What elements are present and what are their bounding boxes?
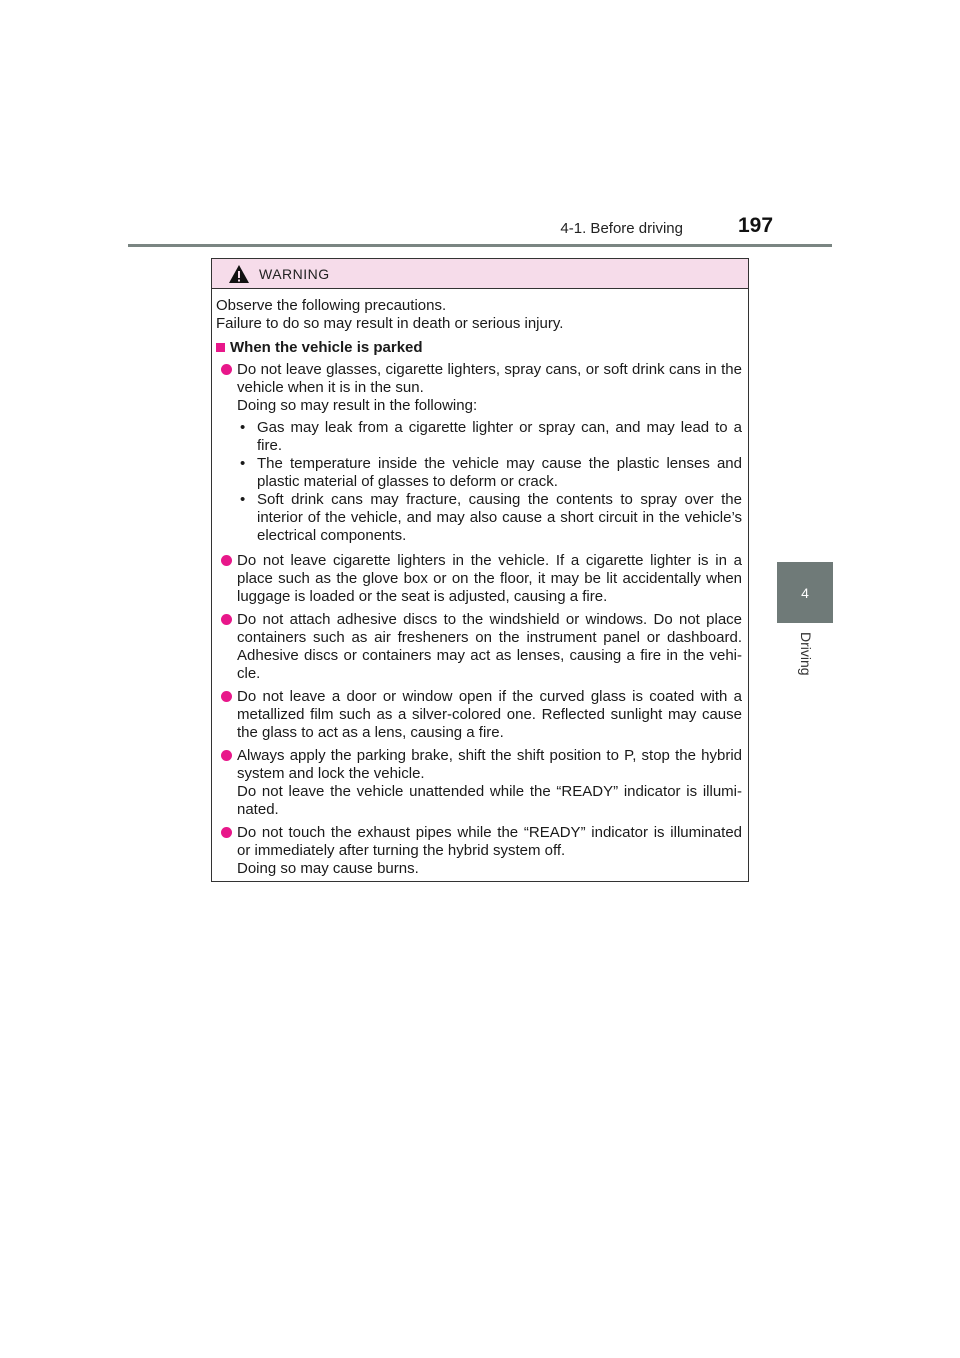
- warning-triangle-icon: [228, 264, 250, 284]
- square-bullet-icon: [216, 343, 225, 352]
- bullet-paragraph: Do not leave cigarette lighters in the vehicle. If a cigarette lighter is in a place such as the glove box or on the floor, it may be lit accidentally when luggage is loaded or the seat is adjusted, causing a fire.: [237, 552, 742, 605]
- warning-title: WARNING: [259, 265, 330, 282]
- page-number: 197: [738, 214, 774, 237]
- bullet-paragraph: Doing so may cause burns.: [237, 860, 419, 877]
- chapter-tab[interactable]: [777, 562, 833, 623]
- subheading-text: When the vehicle is parked: [230, 339, 423, 356]
- subheading: [216, 339, 742, 357]
- intro-line: Failure to do so may result in death or serious injury.: [216, 315, 564, 332]
- sub-list-item: • Gas may leak from a cigarette lighter or spray can, and may lead to a fire.: [237, 419, 742, 455]
- circle-bullet-icon: [221, 364, 232, 375]
- bullet-paragraph: Always apply the parking brake, shift the shift position to P, stop the hybrid system and lock the vehicle.: [237, 747, 742, 782]
- list-item: [216, 361, 742, 547]
- list-item: [216, 747, 742, 819]
- circle-bullet-icon: [221, 691, 232, 702]
- intro-line: Observe the following precautions.: [216, 297, 447, 314]
- list-item: [216, 824, 742, 878]
- warning-header: [212, 259, 748, 289]
- section-title: 4-1. Before driving: [560, 220, 683, 237]
- sub-list-item: • The temperature inside the vehicle may cause the plastic lenses and plastic material of glasses to deform or crack.: [237, 455, 742, 491]
- circle-bullet-icon: [221, 827, 232, 838]
- list-item: [216, 688, 742, 742]
- chapter-label: Driving: [798, 632, 814, 676]
- sub-list-item: • Soft drink cans may fracture, causing the contents to spray over the interior of the vehicle, and may also cause a short circuit in the vehicle’s electrical components.: [237, 491, 742, 545]
- header-divider: [128, 244, 832, 247]
- chapter-number: 4: [801, 584, 809, 601]
- warning-intro: [216, 297, 742, 333]
- bullet-paragraph: Do not leave glasses, cigarette lighters, spray cans, or soft drink cans in the vehicle when it is in the sun.: [237, 361, 742, 396]
- circle-bullet-icon: [221, 750, 232, 761]
- chapter-label-wrap: [776, 632, 836, 676]
- bullet-paragraph: Do not attach adhesive discs to the windshield or windows. Do not place containers such as air fresheners on the instrument panel or dashboard. Adhesive discs or containers may act as lenses, causing a fire in the vehi-cle.: [237, 611, 742, 682]
- warning-body: [212, 289, 748, 878]
- circle-bullet-icon: [221, 555, 232, 566]
- bullet-paragraph: Do not leave the vehicle unattended while the “READY” indicator is illumi-nated.: [237, 783, 742, 818]
- list-item: [216, 552, 742, 606]
- bullet-paragraph: Do not touch the exhaust pipes while the “READY” indicator is illuminated or immediately after turning the hybrid system off.: [237, 824, 742, 859]
- list-item: [216, 611, 742, 683]
- circle-bullet-icon: [221, 614, 232, 625]
- warning-box: [211, 258, 749, 882]
- sub-list: [237, 419, 742, 545]
- bullet-paragraph: Do not leave a door or window open if the curved glass is coated with a metallized film such as a silver-colored one. Reflected sunlight may cause the glass to act as a lens, causing a fire.: [237, 688, 742, 741]
- bullet-paragraph: Doing so may result in the following:: [237, 397, 478, 414]
